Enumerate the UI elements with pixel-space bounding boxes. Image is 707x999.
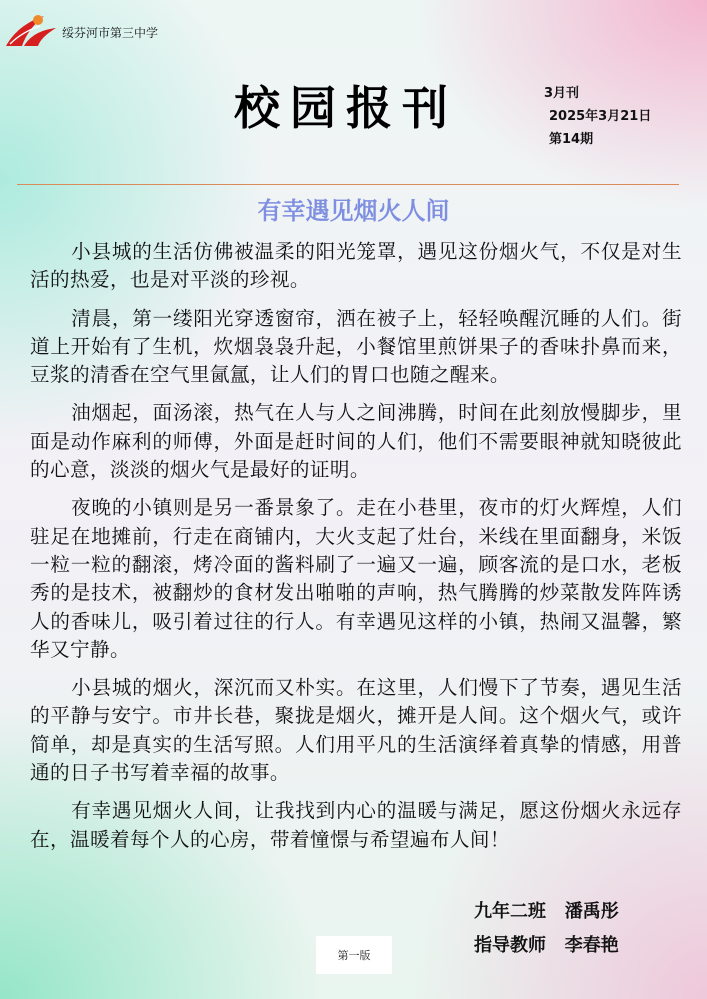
page-number-badge (316, 936, 392, 974)
issue-type: 3月刊 (544, 86, 580, 101)
article-paragraph: 夜晚的小镇则是另一番景象了。走在小巷里，夜市的灯火辉煌，人们驻足在地摊前，行走在商铺内，大火支起了灶台，米线在里面翻身，米饭一粒一粒的翻滚，烤冷面的酱料刷了一遍又一遍，顾客流的是口水，老板秀的是技术，被翻炒的食材发出啪啪的声响，热气腾腾的炒菜散发阵阵诱人的香味儿，吸引着过往的行人。有幸遇见这样的小镇，热闹又温馨，繁华又宁静。 (30, 496, 682, 661)
issue-date: 2025年3月21日 (549, 109, 652, 124)
masthead-title: 校园报刊 (234, 81, 458, 135)
issue-number: 第14期 (549, 132, 594, 147)
article-paragraph: 小县城的烟火，深沉而又朴实。在这里，人们慢下了节奏，遇见生活的平静与安宁。市井长巷，聚拢是烟火，摊开是人间。这个烟火气，或许简单，却是真实的生活写照。人们用平凡的生活演绎着真挚的情感，用普通的日子书写着幸福的故事。 (30, 676, 682, 785)
article-paragraph: 小县城的生活仿佛被温柔的阳光笼罩，遇见这份烟火气，不仅是对生活的热爱，也是对平淡的珍视。 (30, 240, 682, 292)
article-headline: 有幸遇见烟火人间 (257, 197, 450, 225)
article-paragraph: 油烟起，面汤滚，热气在人与人之间沸腾，时间在此刻放慢脚步，里面是动作麻利的师傅，外面是赶时间的人们，他们不需要眼神就知晓彼此的心意，淡淡的烟火气是最好的证明。 (30, 401, 682, 482)
article-paragraph: 清晨，第一缕阳光穿透窗帘，洒在被子上，轻轻唤醒沉睡的人们。街道上开始有了生机，炊烟袅袅升起，小餐馆里煎饼果子的香味扑鼻而来，豆浆的清香在空气里氤氲，让人们的胃口也随之醒来。 (30, 306, 682, 387)
header-divider (17, 184, 679, 185)
author-credit: 九年二班 潘禹彤 (474, 901, 619, 922)
school-name: 绥芬河市第三中学 (62, 26, 159, 40)
page-number-label: 第一版 (337, 949, 371, 962)
teacher-credit: 指导教师 李春艳 (474, 935, 619, 956)
issue-info (544, 82, 651, 151)
article-paragraph: 有幸遇见烟火人间，让我找到内心的温暖与满足，愿这份烟火永远存在，温暖着每个人的心房，带着憧憬与希望遍布人间！ (30, 799, 682, 851)
school-logo-icon (4, 6, 60, 48)
article-body (30, 238, 682, 864)
